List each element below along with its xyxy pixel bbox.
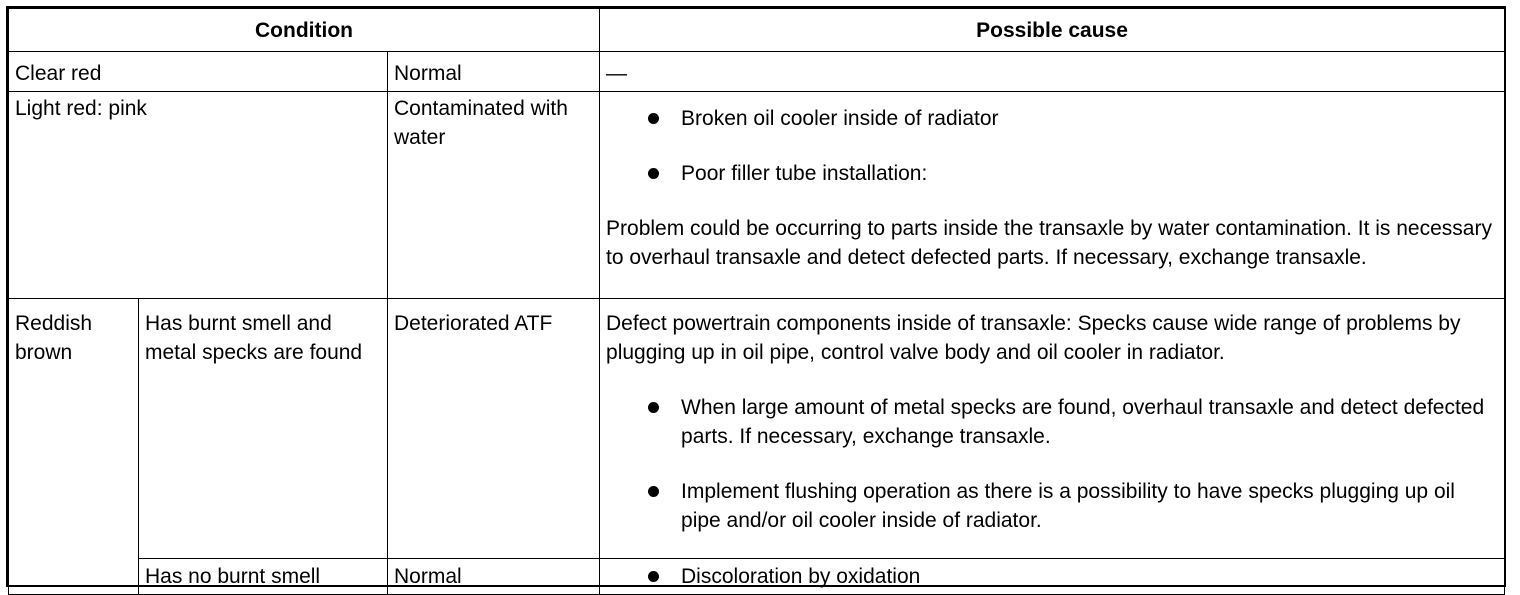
condition-header: Condition	[9, 9, 600, 52]
atf-condition-table-frame	[6, 6, 1506, 587]
bullet-icon	[648, 402, 659, 413]
condition-smell-cell: Has no burnt smell	[139, 559, 388, 595]
list-item-text: Discoloration by oxidation	[681, 565, 921, 588]
condition-color-cell: Reddish brown	[9, 299, 139, 595]
condition-state-cell: Normal	[388, 559, 600, 595]
table-row	[9, 559, 1505, 595]
list-item	[606, 477, 1498, 535]
table-row	[9, 52, 1505, 92]
cause-note: Problem could be occurring to parts inside the transaxle by water contamination. It is necessary to overhaul transaxle and detect defected parts. If necessary, exchange transaxle.	[606, 217, 1492, 269]
bullet-icon	[648, 113, 659, 124]
cause-list	[606, 393, 1498, 535]
condition-color-cell: Light red: pink	[9, 92, 388, 299]
bullet-icon	[648, 571, 659, 582]
list-item-text: Broken oil cooler inside of radiator	[681, 107, 999, 130]
list-item	[606, 104, 1498, 133]
cause-list	[606, 104, 1498, 188]
possible-cause-cell: —	[600, 52, 1505, 92]
atf-condition-table	[8, 8, 1505, 595]
header-row	[9, 9, 1505, 52]
condition-state-cell: Contaminated with water	[388, 92, 600, 299]
list-item-text: Poor filler tube installation:	[681, 162, 928, 185]
bullet-icon	[648, 486, 659, 497]
bullet-icon	[648, 168, 659, 179]
condition-state-cell: Deteriorated ATF	[388, 299, 600, 559]
table-row	[9, 92, 1505, 299]
possible-cause-cell	[600, 559, 1505, 595]
list-item-text: When large amount of metal specks are found, overhaul transaxle and detect defected parts. If necessary, exchange transaxle.	[681, 396, 1485, 448]
list-item	[606, 393, 1498, 451]
condition-smell-cell: Has burnt smell and metal specks are found	[139, 299, 388, 559]
list-item-text: Implement flushing operation as there is a possibility to have specks plugging up oil pipe and/or oil cooler inside of radiator.	[681, 480, 1455, 532]
table-row	[9, 299, 1505, 559]
cause-intro: Defect powertrain components inside of transaxle: Specks cause wide range of problems by plugging up in oil pipe, control valve body and oil cooler in radiator.	[606, 312, 1461, 364]
list-item	[606, 159, 1498, 188]
cause-list	[606, 562, 1498, 591]
condition-state-cell: Normal	[388, 52, 600, 92]
possible-cause-cell	[600, 299, 1505, 559]
possible-cause-cell	[600, 92, 1505, 299]
possible-cause-header: Possible cause	[600, 9, 1505, 52]
condition-color-cell: Clear red	[9, 52, 388, 92]
list-item	[606, 562, 1498, 591]
